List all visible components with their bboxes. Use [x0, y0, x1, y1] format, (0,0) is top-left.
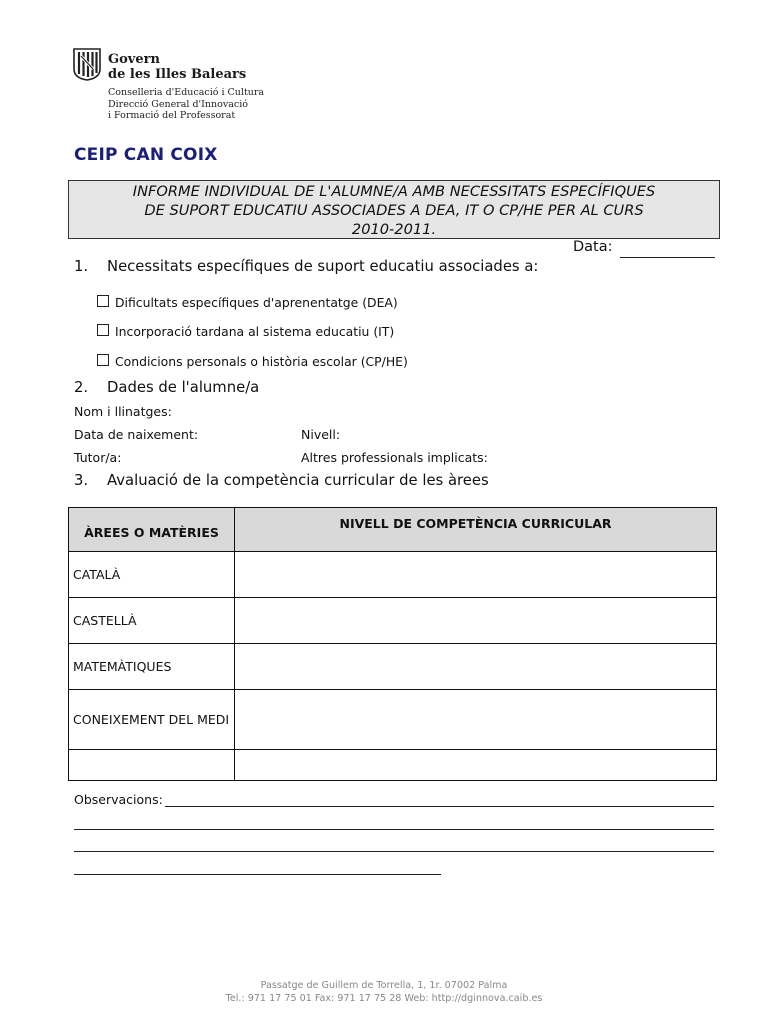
header-nivell: NIVELL DE COMPETÈNCIA CURRICULAR [235, 508, 717, 552]
section-number: 3. [74, 472, 89, 489]
section-1-heading [74, 258, 538, 275]
govern-logo-icon [72, 47, 102, 81]
area-cell[interactable] [69, 750, 235, 781]
observacions-line[interactable] [74, 874, 441, 875]
header-arees: ÀREES O MATÈRIES [69, 508, 235, 552]
table-row [69, 552, 717, 598]
area-cell: CONEIXEMENT DEL MEDI [69, 690, 235, 750]
level-cell[interactable] [235, 750, 717, 781]
conselleria-line: i Formació del Professorat [108, 110, 236, 121]
section-3-heading [74, 472, 489, 489]
date-label: Data: [573, 239, 613, 255]
option-cphe[interactable] [97, 354, 408, 369]
level-cell[interactable] [235, 598, 717, 644]
checkbox-icon[interactable] [97, 295, 109, 307]
area-cell: MATEMÀTIQUES [69, 644, 235, 690]
date-field[interactable] [620, 257, 715, 258]
report-title [68, 180, 720, 239]
field-data-naixement: Data de naixement: [74, 427, 199, 442]
level-cell[interactable] [235, 644, 717, 690]
table-row [69, 690, 717, 750]
competencia-table [68, 507, 717, 781]
option-label: Incorporació tardana al sistema educatiu (IT) [115, 324, 395, 339]
field-nivell: Nivell: [301, 427, 341, 442]
section-title: Necessitats específiques de suport educatiu associades a: [107, 258, 539, 275]
option-dea[interactable] [97, 295, 398, 310]
observacions-line[interactable] [165, 806, 714, 807]
title-line: INFORME INDIVIDUAL DE L'ALUMNE/A AMB NECESSITATS ESPECÍFIQUES [132, 183, 656, 200]
title-line: DE SUPORT EDUCATIU ASSOCIADES A DEA, IT O CP/HE PER AL CURS [144, 202, 644, 219]
letterhead-govern: Govern [108, 52, 160, 67]
letterhead-conselleria [108, 87, 264, 122]
checkbox-icon[interactable] [97, 354, 109, 366]
section-number: 1. [74, 258, 89, 275]
letterhead-illes-balears: de les Illes Balears [108, 67, 247, 82]
school-name: CEIP CAN COIX [74, 145, 218, 165]
field-nom-llinatges: Nom i llinatges: [74, 404, 172, 419]
field-tutor: Tutor/a: [74, 450, 122, 465]
field-altres-professionals: Altres professionals implicats: [301, 450, 488, 465]
level-cell[interactable] [235, 690, 717, 750]
table-row [69, 644, 717, 690]
title-line: 2010-2011. [351, 221, 437, 238]
area-cell: CASTELLÀ [69, 598, 235, 644]
conselleria-line: Direcció General d'Innovació [108, 98, 248, 110]
footer-address: Passatge de Guillem de Torrella, 1, 1r. 07002 Palma [260, 980, 508, 991]
section-2-heading [74, 379, 259, 396]
level-cell[interactable] [235, 552, 717, 598]
observacions-line[interactable] [74, 829, 714, 830]
area-cell: CATALÀ [69, 552, 235, 598]
observacions-label: Observacions: [74, 792, 163, 807]
table-row [69, 750, 717, 781]
option-label: Condicions personals o història escolar (CP/HE) [115, 354, 408, 369]
footer-contact: Tel.: 971 17 75 01 Fax: 971 17 75 28 Web: http://dginnova.caib.es [225, 993, 543, 1004]
section-title: Avaluació de la competència curricular de les àrees [107, 472, 489, 489]
section-number: 2. [74, 379, 89, 396]
table-row [69, 598, 717, 644]
option-it[interactable] [97, 324, 394, 339]
observacions-line[interactable] [74, 851, 714, 852]
option-label: Dificultats específiques d'aprenentatge (DEA) [115, 295, 398, 310]
checkbox-icon[interactable] [97, 324, 109, 336]
conselleria-line: Conselleria d'Educació i Cultura [108, 87, 265, 98]
table-header-row [69, 508, 717, 552]
section-title: Dades de l'alumne/a [107, 379, 260, 396]
